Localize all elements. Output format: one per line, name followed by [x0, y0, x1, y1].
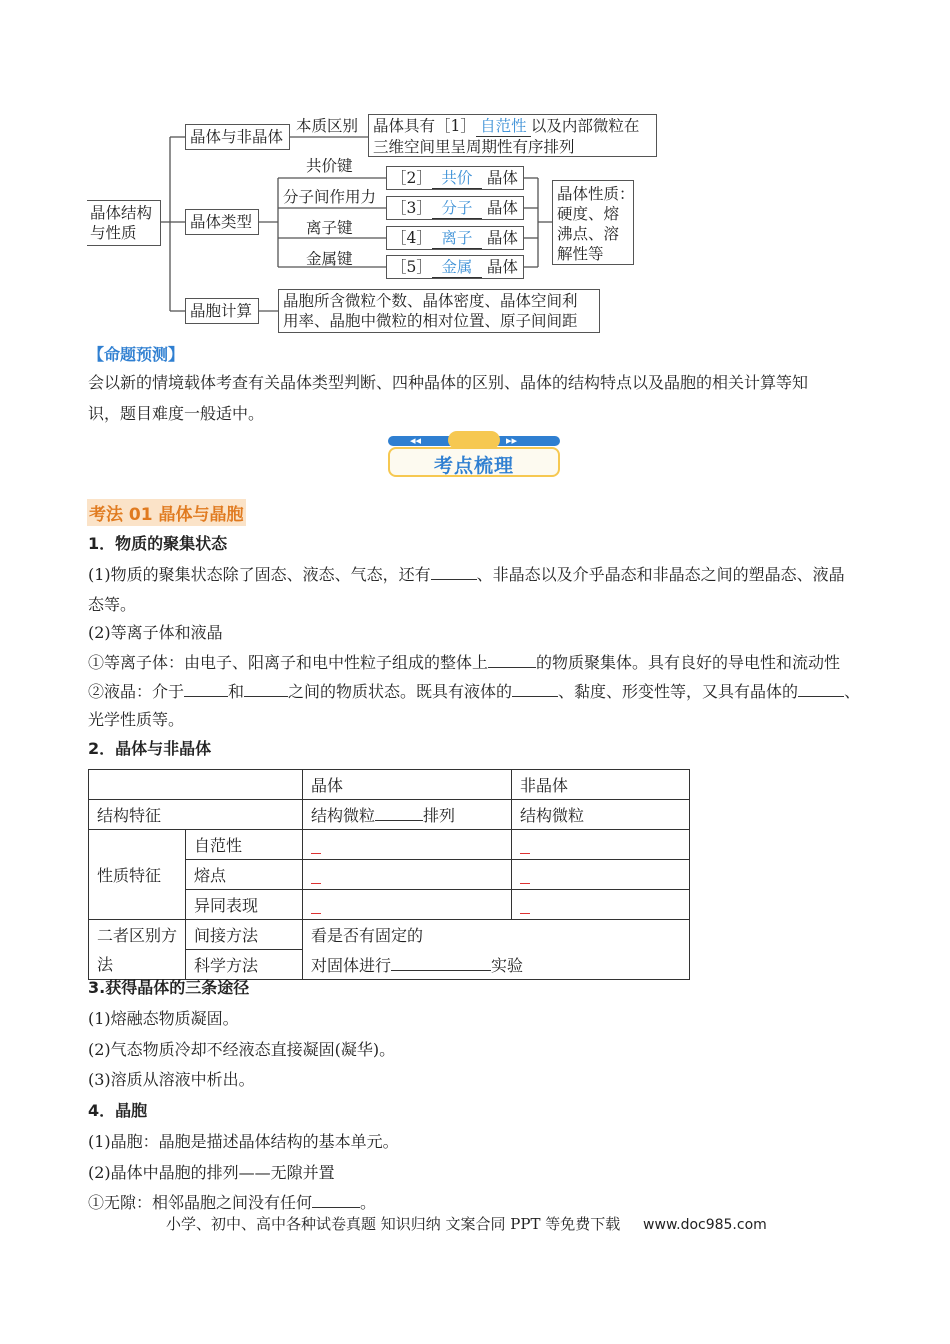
answer-blank: [520, 896, 530, 914]
footer-text: 小学、初中、高中各种试卷真题 知识归纳 文案合同 PPT 等免费下载: [166, 1215, 621, 1233]
cell-structure-amorphous: 结构微粒: [512, 800, 690, 830]
blank-1-answer: 自范性: [476, 116, 531, 137]
prediction-title: 【命题预测】: [88, 345, 185, 364]
crystal-definition-line1: 晶体具有［1］ 自范性 以及内部微粒在: [373, 117, 640, 135]
blank-gap: [312, 1207, 360, 1208]
s3-item-2: (2)气态物质冷却不经液态直接凝固(凝华)。: [88, 1040, 396, 1059]
s1-p1-line2: 态等。: [88, 595, 137, 614]
blank-periodic: [375, 820, 423, 821]
crystal-type-metallic: [386, 255, 524, 279]
sub-row-isotropy: 异同表现: [186, 890, 303, 920]
footer-site[interactable]: www.doc985.com: [643, 1217, 767, 1233]
table-row: [89, 920, 690, 950]
unit-cell-calc-line1: 晶胞所含微粒个数、晶体密度、晶体空间利: [283, 292, 578, 310]
section-banner: [388, 429, 563, 481]
method-scientific: 科学方法: [186, 950, 303, 980]
blank-fluidity: [512, 696, 558, 697]
crystal-properties-line2: 硬度、熔: [557, 205, 620, 223]
table-row: [89, 770, 690, 800]
crystal-type-covalent: [386, 166, 524, 190]
crystal-properties-line3: 沸点、溶: [557, 225, 620, 243]
answer-blank: [311, 896, 321, 914]
blank-3-answer: 分子: [432, 198, 482, 219]
blank-5-answer: 金属: [432, 257, 482, 278]
s2-heading: 2．晶体与非晶体: [88, 739, 212, 758]
cell-self-shaping-crystal: [303, 830, 512, 860]
s4-p2: (2)晶体中晶胞的排列——无隙并置: [88, 1163, 335, 1182]
row-label-property: 性质特征: [89, 830, 186, 920]
blank-liquid-state: [184, 696, 228, 697]
s4-p3: ①无隙：相邻晶胞之间没有任何 。: [88, 1193, 377, 1212]
footer: [166, 1213, 767, 1234]
method-scientific-value: 对固体进行 实验: [303, 950, 690, 980]
s3-heading: 3.获得晶体的三条途径: [88, 978, 250, 997]
banner-arrow-left-icon: ◂◂: [410, 434, 422, 447]
crystal-type-ionic-text: ［4］ 离子 晶体: [391, 229, 518, 247]
row-label-structure: 结构特征: [89, 800, 303, 830]
banner-arrow-right-icon: ▸▸: [506, 434, 518, 447]
s1-heading: 1．物质的聚集状态: [88, 534, 228, 553]
branch-unit-cell-calc: [185, 298, 259, 324]
crystal-comparison-table: [88, 769, 690, 980]
answer-blank: [520, 866, 530, 884]
mindmap-root-label: 晶体结构与性质: [90, 204, 153, 242]
branch-crystal-vs-amorphous-label: 晶体与非晶体: [190, 128, 284, 146]
crystal-type-covalent-text: ［2］ 共价 晶体: [391, 169, 518, 187]
s3-item-1: (1)熔融态物质凝固。: [88, 1009, 239, 1028]
cell-isotropy-crystal: [303, 890, 512, 920]
branch-unit-cell-calc-label: 晶胞计算: [190, 302, 253, 320]
s4-heading: 4．晶胞: [88, 1101, 148, 1120]
s3-item-3: (3)溶质从溶液中析出。: [88, 1070, 255, 1089]
crystal-properties-line4: 解性等: [557, 245, 604, 263]
table-row: [89, 800, 690, 830]
s4-p1: (1)晶胞：晶胞是描述晶体结构的基本单元。: [88, 1132, 399, 1151]
cell-structure-crystal: 结构微粒 排列: [303, 800, 512, 830]
edge-intermolecular-force: 分子间作用力: [283, 188, 377, 206]
blank-xray: [391, 970, 491, 971]
s1-p1-line1: (1)物质的聚集状态除了固态、液态、气态，还有 、非晶态以及介乎晶态和非晶态之间的塑晶态、液晶: [88, 565, 845, 584]
blank-electrically-neutral: [488, 667, 536, 668]
blank-plasma: [431, 579, 477, 580]
edge-covalent-bond: 共价键: [306, 157, 353, 175]
crystal-type-ionic: [386, 226, 524, 250]
s1-p4-line2: 光学性质等。: [88, 710, 185, 729]
crystal-definition-line2: 三维空间里呈周期性有序排列: [373, 138, 575, 156]
edge-ionic-bond: 离子键: [306, 219, 353, 237]
crystal-type-molecular-text: ［3］ 分子 晶体: [391, 199, 518, 217]
section-title: 考法 01 晶体与晶胞: [87, 499, 246, 526]
prediction-line1: 会以新的情境载体考查有关晶体类型判断、四种晶体的区别、晶体的结构特点以及晶胞的相关计算等知: [88, 373, 809, 392]
blank-2-answer: 共价: [432, 168, 482, 189]
branch-crystal-types-label: 晶体类型: [190, 213, 253, 231]
crystal-properties-line1: 晶体性质：: [557, 185, 635, 203]
crystal-type-molecular: [386, 196, 524, 220]
table-header-blank: [89, 770, 303, 800]
blank-anisotropy: [798, 696, 844, 697]
prediction-line2: 识，题目难度一般适中。: [88, 404, 265, 423]
branch-crystal-types: [185, 209, 259, 235]
blank-crystal-state: [244, 696, 288, 697]
table-row: [89, 830, 690, 860]
edge-essential-difference: 本质区别: [296, 117, 359, 135]
crystal-type-metallic-text: ［5］ 金属 晶体: [391, 258, 518, 276]
crystal-definition-box: [368, 114, 657, 157]
s1-p2: (2)等离子体和液晶: [88, 623, 223, 642]
cell-melting-amorphous: [512, 860, 690, 890]
banner-title: 考点梳理: [433, 455, 514, 477]
cell-isotropy-amorphous: [512, 890, 690, 920]
method-indirect: 间接方法: [186, 920, 303, 950]
cell-melting-crystal: [303, 860, 512, 890]
s1-p4: ②液晶：介于 和 之间的物质状态。既具有液体的 、黏度、形变性等，又具有晶体的 、: [88, 682, 861, 701]
crystal-properties-box: [552, 180, 634, 265]
sub-row-melting-point: 熔点: [186, 860, 303, 890]
table-header-crystal: 晶体: [303, 770, 512, 800]
mindmap-root: [87, 200, 161, 246]
answer-blank: [520, 836, 530, 854]
table-header-amorphous: 非晶体: [512, 770, 690, 800]
blank-4-answer: 离子: [432, 228, 482, 249]
answer-blank: [311, 866, 321, 884]
row-label-method: 二者区别方法: [89, 920, 186, 980]
cell-self-shaping-amorphous: [512, 830, 690, 860]
answer-blank: [311, 836, 321, 854]
s1-p3: ①等离子体：由电子、阳离子和电中性粒子组成的整体上 的物质聚集体。具有良好的导电性和流动性: [88, 653, 841, 672]
sub-row-self-shaping: 自范性: [186, 830, 303, 860]
edge-metallic-bond: 金属键: [306, 250, 353, 268]
unit-cell-calc-desc: [278, 289, 600, 333]
method-indirect-value: 看是否有固定的: [303, 920, 690, 950]
unit-cell-calc-line2: 用率、晶胞中微粒的相对位置、原子间间距: [283, 312, 578, 330]
branch-crystal-vs-amorphous: [185, 124, 290, 150]
